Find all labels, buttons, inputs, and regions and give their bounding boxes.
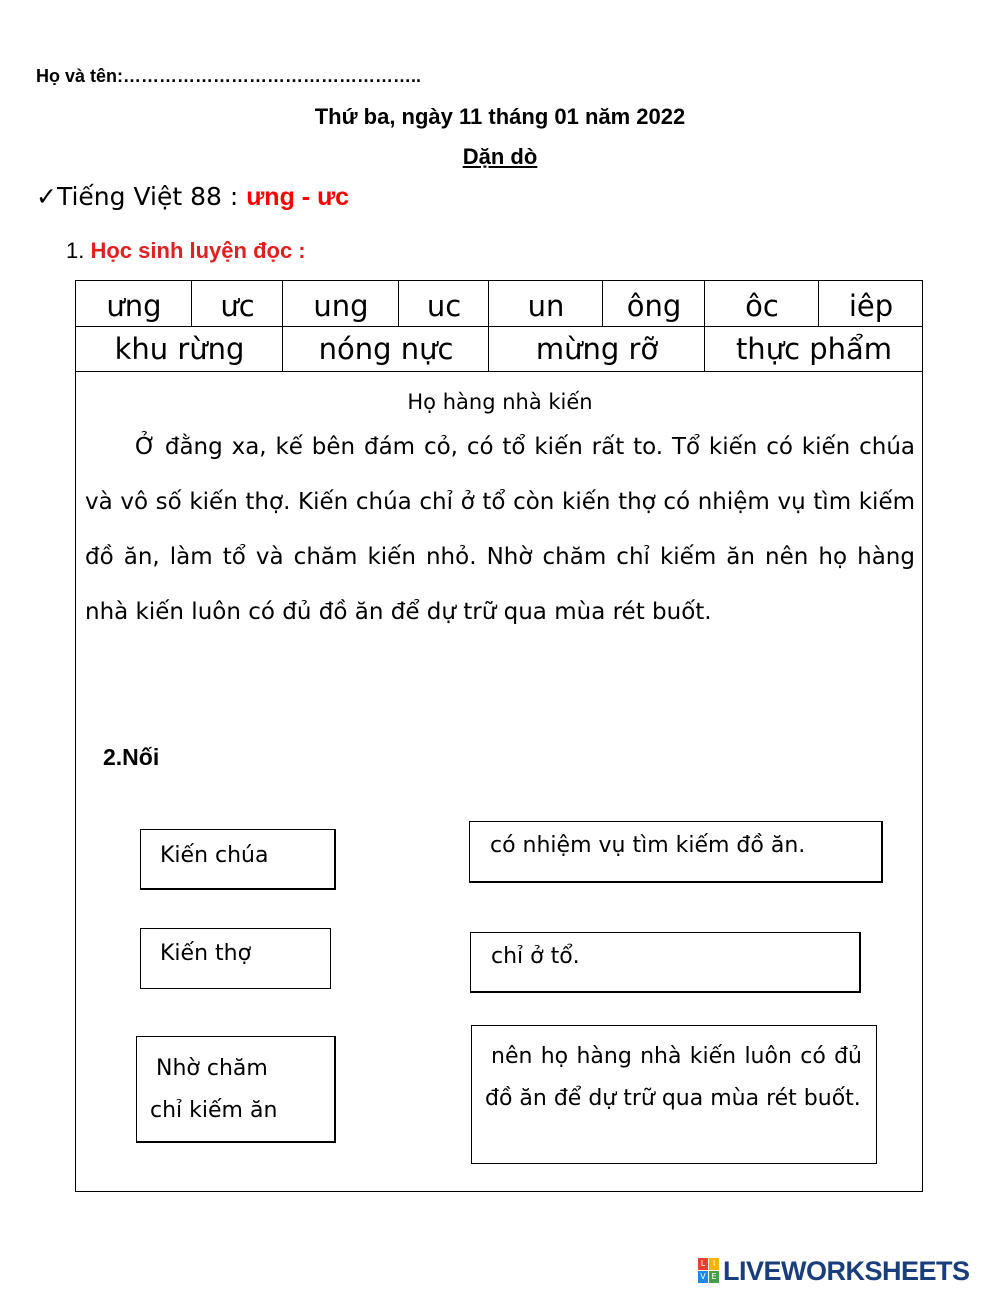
match-right-3[interactable] [471,1025,877,1164]
logo-letter: V [698,1271,708,1283]
match-right-text: nên họ hàng nhà kiến luôn có đủ đồ ăn để dự trữ qua mùa rét buốt. [485,1044,862,1111]
liveworksheets-logo [698,1254,970,1288]
syllable-cell: ưng [76,281,192,327]
reading-box [75,372,923,1192]
heading-text: Dặn dò [462,144,538,169]
syllable-cell: un [489,281,603,327]
syllable-cell: ung [283,281,399,327]
match-left-text: Kiến thợ [160,941,252,966]
table-divider [704,281,705,371]
table-divider [282,281,283,371]
logo-blocks-icon [698,1258,720,1284]
logo-letter: I [709,1258,719,1270]
syllable-cell: iêp [819,281,923,327]
logo-letter: E [709,1271,719,1283]
syllable-cell: uc [399,281,489,327]
word-cell: khu rừng [114,332,245,366]
task1-number: 1. [66,238,85,263]
word-cell: nóng nực [318,332,454,366]
syllable-table [75,280,923,372]
story-paragraph: Ở đằng xa, kế bên đám cỏ, có tổ kiến rất to. Tổ kiến có kiến chúa và vô số kiến thợ. Kiến chúa chỉ ở tổ còn kiến thợ có nhiệm vụ tìm kiếm đồ ăn, làm tổ và chăm kiến nhỏ. Nhờ chăm chỉ kiếm ăn nên họ hàng nhà kiến luôn có đủ đồ ăn để dự trữ qua mùa rét buốt. [85,434,915,625]
syllable-cell: ôc [705,281,819,327]
word-cell: thực phẩm [735,332,893,366]
lesson-line [36,182,349,212]
match-right-text: có nhiệm vụ tìm kiếm đồ ăn. [490,833,806,858]
task2-heading: 2.Nối [103,744,160,770]
task1-heading [66,238,306,264]
table-divider [488,281,489,371]
match-right-2[interactable] [470,932,861,993]
match-left-1[interactable] [140,829,336,890]
page-heading [0,144,1000,170]
story-text [85,420,915,640]
table-divider [398,281,399,327]
table-divider [602,281,603,327]
word-cell: mừng rỡ [535,332,659,366]
match-left-2[interactable] [140,928,331,989]
match-right-1[interactable] [469,821,883,883]
lesson-topic: ưng - ưc [246,183,350,211]
match-left-3[interactable] [136,1036,336,1143]
date-line: Thứ ba, ngày 11 tháng 01 năm 2022 [314,104,686,129]
syllable-cell: ông [603,281,705,327]
logo-letter: L [698,1258,708,1270]
brand-text: LIVEWORKSHEETS [723,1255,970,1286]
story-title: Họ hàng nhà kiến [407,390,593,414]
table-divider [818,281,819,327]
lesson-prefix: Tiếng Việt 88 : [56,182,247,211]
student-name-line: Họ và tên:………………………………………….. [36,66,422,86]
match-right-text: chỉ ở tổ. [491,944,580,969]
match-left-text: chỉ kiếm ăn [150,1098,278,1123]
check-icon: ✓ [36,182,57,211]
task1-label: Học sinh luyện đọc : [90,238,306,263]
syllable-cell: ưc [192,281,283,327]
table-divider [191,281,192,327]
match-left-text: Kiến chúa [160,843,269,868]
match-left-text: Nhờ chăm [156,1056,268,1081]
